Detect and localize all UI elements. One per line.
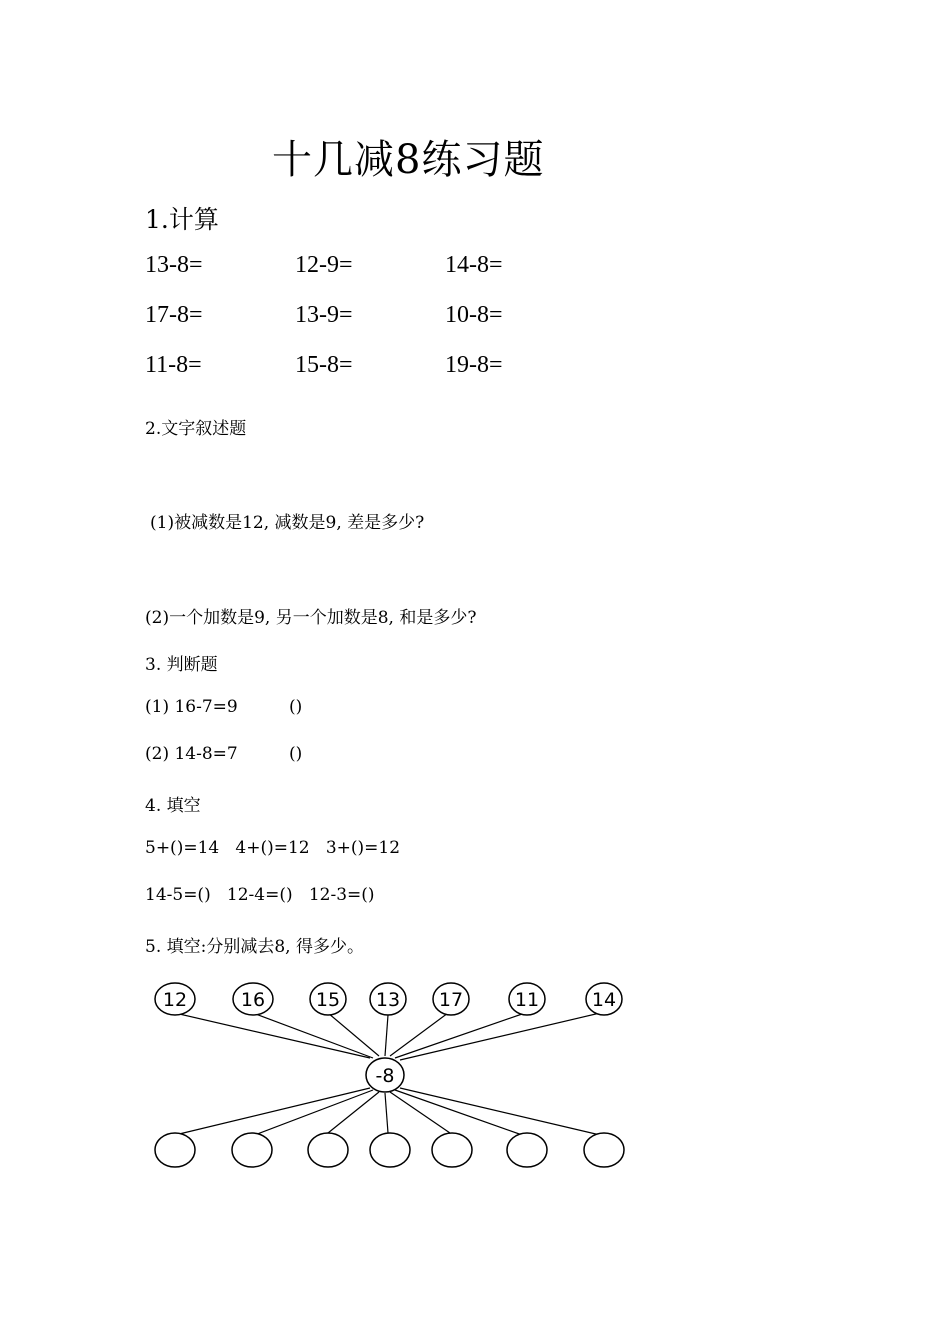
judge-answer-blank: () — [289, 697, 303, 717]
answer-circle[interactable] — [507, 1133, 547, 1167]
top-number: 13 — [375, 989, 401, 1011]
answer-circle[interactable] — [232, 1133, 272, 1167]
page-title: 十几减8练习题 — [272, 137, 545, 183]
calc-item: 14-8= — [445, 252, 503, 278]
section4-heading: 4. 填空 — [145, 796, 201, 816]
section3-heading: 3. 判断题 — [145, 655, 218, 675]
calc-item: 17-8= — [145, 302, 203, 328]
top-number-circle — [370, 983, 406, 1015]
word-problem-2: (2)一个加数是9, 另一个加数是8, 和是多少? — [145, 608, 477, 628]
top-number-circle — [509, 983, 545, 1015]
top-number-circle — [233, 983, 273, 1015]
top-number: 15 — [315, 989, 341, 1011]
calc-item: 10-8= — [445, 302, 503, 328]
top-number: 12 — [162, 989, 188, 1011]
top-number: 11 — [514, 989, 540, 1011]
fill-row-addition: 5+()=14 4+()=12 3+()=12 — [145, 838, 401, 858]
top-number: 17 — [438, 989, 464, 1011]
judge-item-label: (2) 14-8=7 — [145, 744, 238, 764]
section2-heading: 2.文字叙述题 — [145, 419, 247, 439]
calc-item: 15-8= — [295, 352, 353, 378]
judge-item-label: (1) 16-7=9 — [145, 697, 238, 717]
answer-circle[interactable] — [432, 1133, 472, 1167]
top-number: 16 — [240, 989, 266, 1011]
calc-item: 13-8= — [145, 252, 203, 278]
section1-heading: 1.计算 — [145, 205, 219, 234]
center-operator-label: -8 — [375, 1065, 395, 1087]
answer-circle[interactable] — [155, 1133, 195, 1167]
answer-circle[interactable] — [308, 1133, 348, 1167]
calc-item: 11-8= — [145, 352, 202, 378]
top-number-circle — [433, 983, 469, 1015]
center-operator-circle — [366, 1058, 404, 1092]
fill-row-subtraction: 14-5=() 12-4=() 12-3=() — [145, 885, 375, 905]
calc-item: 13-9= — [295, 302, 353, 328]
judge-answer-blank: () — [289, 744, 303, 764]
subtract-eight-diagram — [145, 978, 645, 1178]
top-number-circle — [586, 983, 622, 1015]
word-problem-1: (1)被减数是12, 减数是9, 差是多少? — [150, 513, 425, 533]
answer-circle[interactable] — [370, 1133, 410, 1167]
top-number: 14 — [591, 989, 617, 1011]
top-number-circle — [155, 983, 195, 1015]
calc-item: 19-8= — [445, 352, 503, 378]
top-number-circle — [310, 983, 346, 1015]
answer-circle[interactable] — [584, 1133, 624, 1167]
calc-item: 12-9= — [295, 252, 353, 278]
section5-heading: 5. 填空:分别减去8, 得多少。 — [145, 937, 364, 957]
